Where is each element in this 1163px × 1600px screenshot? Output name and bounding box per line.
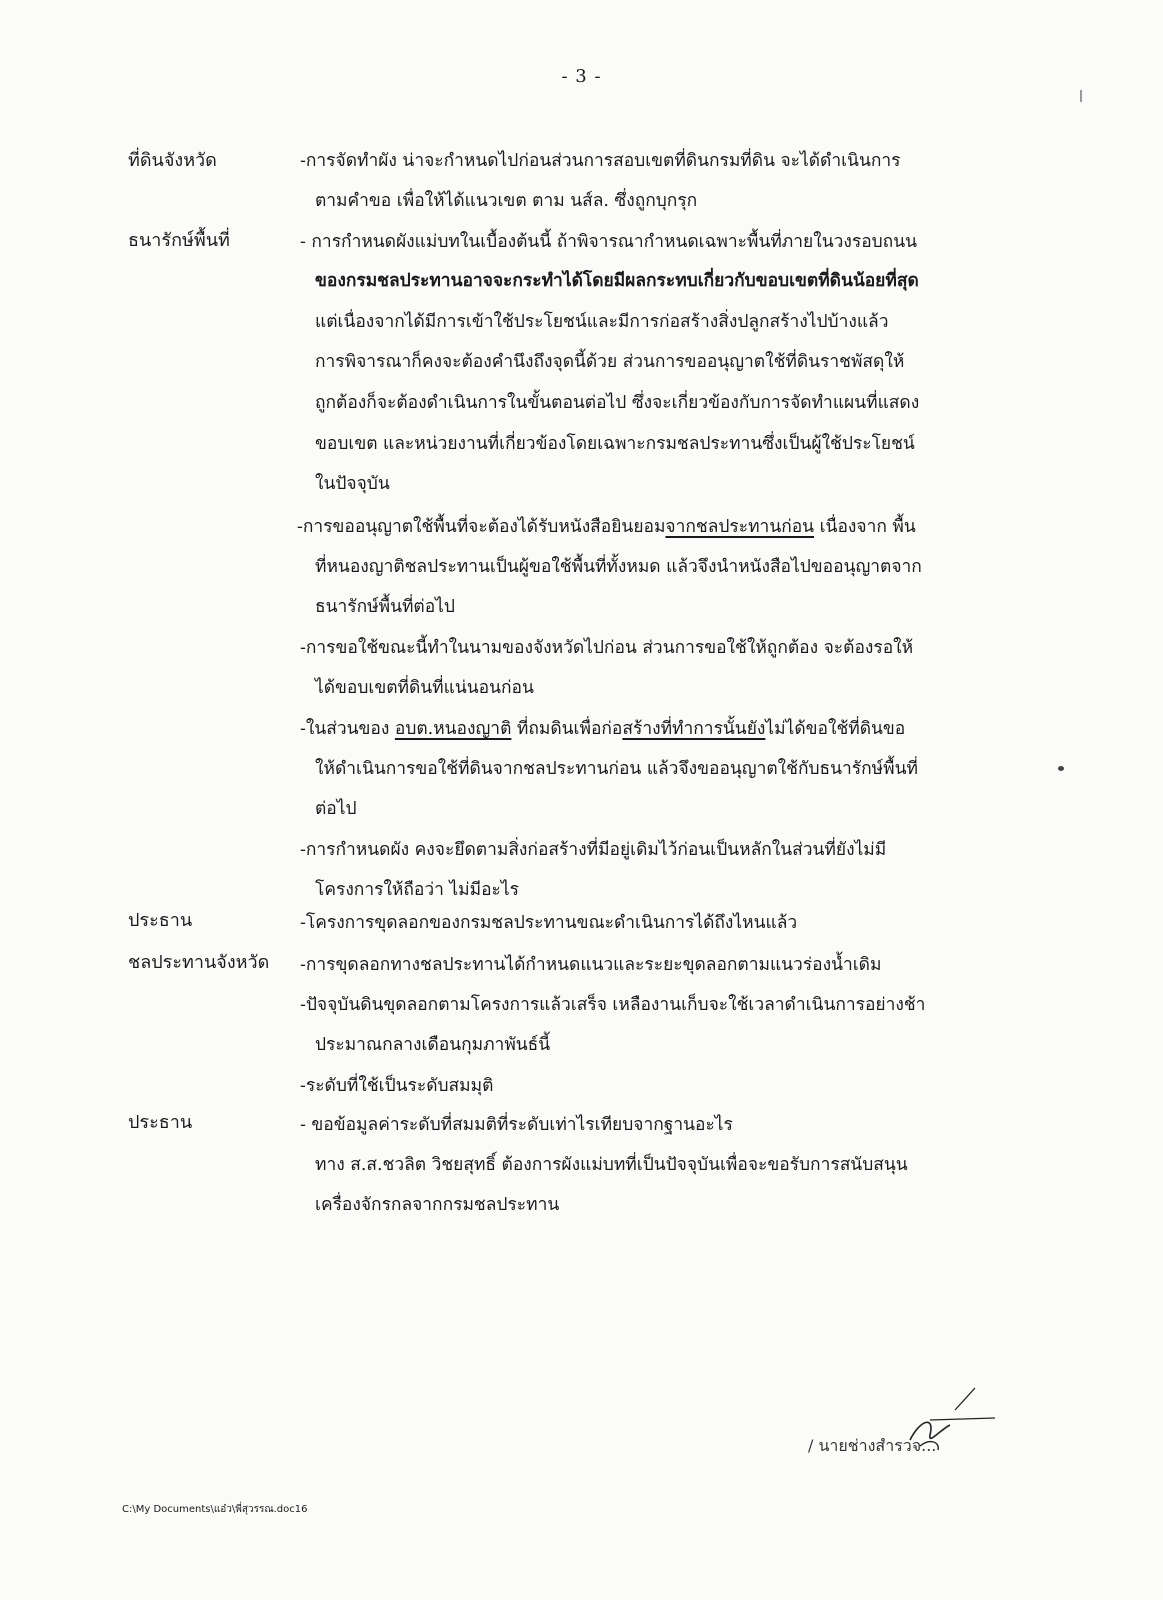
body-line: -โครงการขุดลอกของกรมชลประทานขณะดำเนินการได้ถึงไหนแล้ว xyxy=(300,913,798,933)
handwritten-signature xyxy=(900,1380,1020,1460)
body-line: ทาง ส.ส.ชวลิต วิชยสุทธิ์ ต้องการผังแม่บทที่เป็นปัจจุบันเพื่อจะขอรับการสนับสนุน xyxy=(315,1155,908,1175)
body-text: เนื่องจาก พื้น xyxy=(814,517,916,537)
signature-caption: / นายช่างสำรวจ... xyxy=(808,1436,937,1455)
underlined-text: อบต.หนองญาติ xyxy=(394,719,512,739)
body-line: -การกำหนดผัง คงจะยึดตามสิ่งก่อสร้างที่มีอยู่เดิมไว้ก่อนเป็นหลักในส่วนที่ยังไม่มี xyxy=(300,840,887,860)
body-line: -การจัดทำผัง น่าจะกำหนดไปก่อนส่วนการสอบเขตที่ดินกรมที่ดิน จะได้ดำเนินการ xyxy=(300,151,901,171)
speaker-chairman: ประธาน xyxy=(128,1112,193,1133)
body-text: ที่ถมดินเพื่อก่อ xyxy=(511,719,623,739)
body-line: ต่อไป xyxy=(315,799,357,819)
scan-mark xyxy=(1080,90,1082,102)
speaker-chairman: ประธาน xyxy=(128,910,193,931)
body-line: โครงการให้ถือว่า ไม่มีอะไร xyxy=(315,880,519,900)
body-line: -ระดับที่ใช้เป็นระดับสมมุติ xyxy=(300,1076,494,1096)
body-line: ได้ขอบเขตที่ดินที่แน่นอนก่อน xyxy=(315,678,534,698)
body-line: เครื่องจักรกลจากกรมชลประทาน xyxy=(315,1195,560,1215)
footer-file-path: C:\My Documents\แอ๋ว\พี่สุวรรณ.doc16 xyxy=(122,1504,308,1515)
speaker-treasury-area: ธนารักษ์พื้นที่ xyxy=(128,230,230,251)
scan-mark xyxy=(1058,766,1064,771)
body-text: -ในส่วนของ xyxy=(300,719,395,739)
body-line: การพิจารณาก็คงจะต้องคำนึงถึงจุดนี้ด้วย ส่วนการขออนุญาตใช้ที่ดินราชพัสดุให้ xyxy=(315,352,905,372)
body-line: -การขุดลอกทางชลประทานได้กำหนดแนวและระยะขุดลอกตามแนวร่องน้ำเดิม xyxy=(300,955,882,975)
body-line: -การขอใช้ขณะนี้ทำในนามของจังหวัดไปก่อน ส่วนการขอใช้ให้ถูกต้อง จะต้องรอให้ xyxy=(300,638,914,658)
body-text: ไม่ได้ขอใช้ที่ดินขอ xyxy=(765,719,906,739)
body-line xyxy=(297,512,916,540)
body-line: แต่เนื่องจากได้มีการเข้าใช้ประโยชน์และมีการก่อสร้างสิ่งปลูกสร้างไปบ้างแล้ว xyxy=(315,312,889,332)
body-line: ตามคำขอ เพื่อให้ได้แนวเขต ตาม นส์ล. ซึ่งถูกบุกรุก xyxy=(315,191,698,211)
underlined-text: สร้างที่ทำการนั้นยัง xyxy=(622,719,766,739)
speaker-land-province: ที่ดินจังหวัด xyxy=(128,150,217,171)
body-line: ถูกต้องก็จะต้องดำเนินการในขั้นตอนต่อไป ซึ่งจะเกี่ยวข้องกับการจัดทำแผนที่แสดง xyxy=(315,393,920,413)
body-line xyxy=(300,714,905,742)
body-text: -การขออนุญาตใช้พื้นที่จะต้องได้รับหนังสือยินยอม xyxy=(297,517,666,537)
page-number: - 3 - xyxy=(561,66,602,87)
body-line: - ขอข้อมูลค่าระดับที่สมมติที่ระดับเท่าไรเทียบจากฐานอะไร xyxy=(300,1115,733,1135)
body-line: ธนารักษ์พื้นที่ต่อไป xyxy=(315,597,455,617)
body-line: ที่หนองญาติชลประทานเป็นผู้ขอใช้พื้นที่ทั้งหมด แล้วจึงนำหนังสือไปขออนุญาตจาก xyxy=(315,557,922,577)
body-line: ให้ดำเนินการขอใช้ที่ดินจากชลประทานก่อน แล้วจึงขออนุญาตใช้กับธนารักษ์พื้นที่ xyxy=(315,759,918,779)
body-line: ในปัจจุบัน xyxy=(315,474,390,494)
body-line: - การกำหนดผังแม่บทในเบื้องต้นนี้ ถ้าพิจารณากำหนดเฉพาะพื้นที่ภายในวงรอบถนน xyxy=(300,232,917,252)
underlined-text: จากชลประทานก่อน xyxy=(665,517,815,537)
body-line: ขอบเขต และหน่วยงานที่เกี่ยวข้องโดยเฉพาะกรมชลประทานซึ่งเป็นผู้ใช้ประโยชน์ xyxy=(315,434,915,454)
speaker-irrigation-province: ชลประทานจังหวัด xyxy=(128,952,270,973)
body-line: -ปัจจุบันดินขุดลอกตามโครงการแล้วเสร็จ เหลืองานเก็บจะใช้เวลาดำเนินการอย่างช้า xyxy=(300,995,926,1015)
body-line: ประมาณกลางเดือนกุมภาพันธ์นี้ xyxy=(315,1035,551,1055)
body-line: ของกรมชลประทานอาจจะกระทำได้โดยมีผลกระทบเกี่ยวกับขอบเขตที่ดินน้อยที่สุด xyxy=(315,271,919,291)
